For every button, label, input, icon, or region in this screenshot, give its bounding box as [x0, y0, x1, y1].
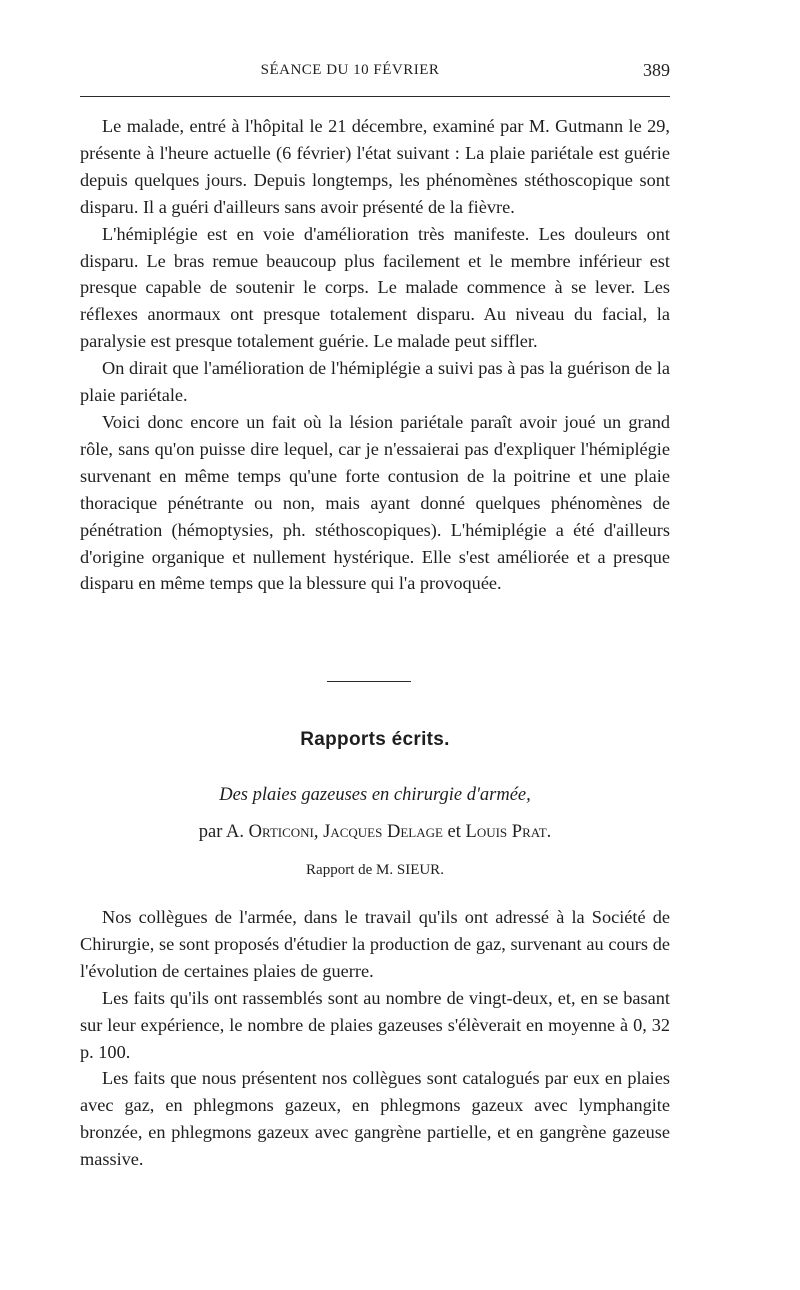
paragraph: On dirait que l'amélioration de l'hémiplégie a suivi pas à pas la guérison de la plaie pariétale. — [80, 358, 670, 406]
author-name: Louis Prat. — [465, 822, 552, 842]
report-text — [80, 904, 670, 1173]
page-number: 389 — [643, 60, 670, 80]
paragraph: Voici donc encore un fait où la lésion pariétale paraît avoir joué un grand rôle, sans qu'on puisse dire lequel, car je n'essaierai pas d'expliquer l'hémiplégie survenant en même temps qu'une forte contusion de la poitrine et une plaie thoracique pénétrante ou non, mais ayant donné quelques phénomènes de pénétration (hémoptysies, ph. stéthoscopiques). L'hémiplégie a été d'ailleurs d'origine organique et nullement hystérique. Elle s'est améliorée et a presque disparu en même temps que la blessure qui l'a provoquée. — [80, 411, 670, 594]
report-byline: Rapport de M. SIEUR. — [306, 862, 444, 878]
header-rule — [80, 96, 670, 97]
case-report-text — [80, 113, 670, 597]
section-title: Rapports écrits. — [300, 729, 450, 750]
paragraph: L'hémiplégie est en voie d'amélioration très manifeste. Les douleurs ont disparu. Le bras remue beaucoup plus facilement et le membre inférieur est presque capable de soutenir le corps. Le malade commence à se lever. Les réflexes anormaux ont presque totalement disparu. Au niveau du facial, la paralysie est presque totalement guérie. Le malade peut siffler. — [80, 223, 670, 352]
authors-conjunction: et — [447, 822, 461, 842]
authors-prefix: par A. — [198, 822, 244, 842]
paragraph: Le malade, entré à l'hôpital le 21 décembre, examiné par M. Gutmann le 29, présente à l'heure actuelle (6 février) l'état suivant : La plaie pariétale est guérie depuis quelques jours. Depuis longtemps, les phénomènes stéthoscopique sont disparu. Il a guéri d'ailleurs sans avoir présenté de la fièvre. — [80, 116, 670, 217]
running-title: SÉANCE DU 10 FÉVRIER — [260, 62, 440, 78]
paragraph: Les faits que nous présentent nos collègues sont catalogués par eux en plaies avec gaz, en phlegmons gazeux, en phlegmons gazeux avec lymphangite bronzée, en phlegmons gazeux avec gangrène partielle, et en gangrène gazeuse massive. — [80, 1068, 670, 1170]
article-title: Des plaies gazeuses en chirurgie d'armée, — [219, 785, 531, 805]
running-header — [80, 60, 670, 84]
section-separator — [327, 681, 411, 682]
paragraph: Nos collègues de l'armée, dans le travail qu'ils ont adressé à la Société de Chirurgie, se sont proposés d'étudier la production de gaz, survenant au cours de l'évolution de certaines plaies de guerre. — [80, 907, 670, 981]
paragraph: Les faits qu'ils ont rassemblés sont au nombre de vingt-deux, et, en se basant sur leur expérience, le nombre de plaies gazeuses s'élèverait en moyenne à 0, 32 p. 100. — [80, 987, 670, 1062]
author-name: Orticoni — [248, 822, 314, 842]
author-name: Jacques Delage — [323, 822, 443, 842]
authors-line: par A. Orticoni, Jacques Delage et Louis Prat. — [198, 822, 552, 842]
